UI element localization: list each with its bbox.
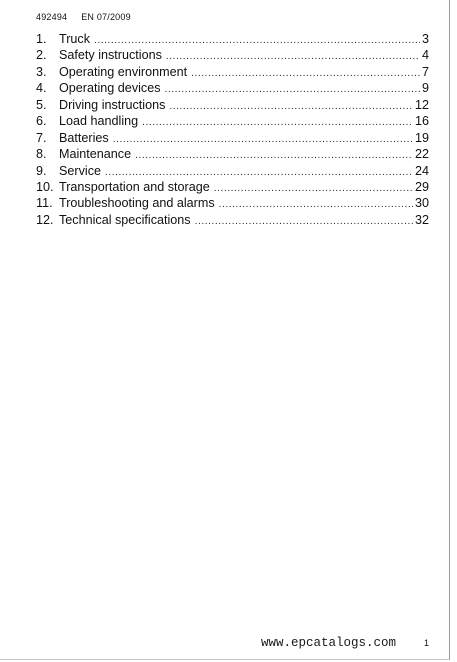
toc-title: Maintenance bbox=[59, 147, 132, 162]
footer-website: www.epcatalogs.com bbox=[261, 636, 397, 650]
toc-entry-maintenance[interactable] bbox=[36, 146, 429, 162]
toc-page-number: 12 bbox=[414, 97, 429, 112]
toc-number: 11. bbox=[36, 196, 53, 211]
toc-title: Operating devices bbox=[59, 81, 161, 96]
toc-page-number: 32 bbox=[414, 212, 429, 227]
toc-entry-driving-instructions[interactable] bbox=[36, 97, 429, 113]
document-header bbox=[36, 12, 131, 22]
toc-entry-troubleshooting-and-alarms[interactable] bbox=[36, 195, 429, 211]
toc-title: Operating environment bbox=[59, 64, 188, 79]
toc-number: 5. bbox=[36, 97, 47, 112]
toc-page-number: 30 bbox=[414, 196, 429, 211]
toc-dot-leader bbox=[113, 132, 413, 148]
toc-entry-operating-environment[interactable] bbox=[36, 64, 429, 80]
footer-page-number: 1 bbox=[424, 638, 430, 648]
table-of-contents bbox=[36, 31, 429, 228]
toc-title: Driving instructions bbox=[59, 97, 166, 112]
toc-entry-operating-devices[interactable] bbox=[36, 80, 429, 96]
toc-number: 9. bbox=[36, 163, 47, 178]
toc-page-number: 19 bbox=[414, 130, 429, 145]
toc-entry-truck[interactable] bbox=[36, 31, 429, 47]
toc-number: 7. bbox=[36, 130, 47, 145]
edition-label: EN 07/2009 bbox=[81, 12, 131, 22]
toc-number: 4. bbox=[36, 81, 47, 96]
toc-dot-leader bbox=[166, 49, 420, 65]
toc-entry-service[interactable] bbox=[36, 163, 429, 179]
toc-entry-batteries[interactable] bbox=[36, 130, 429, 146]
toc-dot-leader bbox=[214, 181, 413, 197]
toc-number: 10. bbox=[36, 179, 54, 194]
toc-number: 8. bbox=[36, 147, 47, 162]
toc-title: Safety instructions bbox=[59, 48, 162, 63]
toc-page-number: 4 bbox=[421, 48, 429, 63]
toc-title: Load handling bbox=[59, 114, 139, 129]
toc-title: Batteries bbox=[59, 130, 109, 145]
toc-entry-load-handling[interactable] bbox=[36, 113, 429, 129]
toc-entry-transportation-and-storage[interactable] bbox=[36, 179, 429, 195]
toc-dot-leader bbox=[142, 115, 413, 131]
toc-page-number: 3 bbox=[421, 32, 429, 46]
document-code: 492494 bbox=[36, 12, 68, 22]
toc-page-number: 7 bbox=[421, 64, 429, 79]
toc-number: 2. bbox=[36, 48, 47, 63]
toc-dot-leader bbox=[219, 197, 413, 213]
toc-title: Technical specifications bbox=[59, 212, 191, 227]
toc-dot-leader bbox=[191, 66, 420, 82]
toc-dot-leader bbox=[195, 214, 413, 230]
toc-dot-leader bbox=[135, 148, 413, 164]
toc-page-number: 22 bbox=[414, 147, 429, 162]
toc-entry-technical-specifications[interactable] bbox=[36, 212, 429, 228]
toc-dot-leader bbox=[165, 82, 420, 98]
toc-title: Truck bbox=[59, 32, 91, 46]
toc-page-number: 9 bbox=[421, 81, 429, 96]
toc-page-number: 16 bbox=[414, 114, 429, 129]
toc-entry-safety-instructions[interactable] bbox=[36, 47, 429, 63]
toc-page-number: 29 bbox=[414, 179, 429, 194]
toc-title: Transportation and storage bbox=[59, 179, 210, 194]
toc-number: 12. bbox=[36, 212, 54, 227]
toc-page-number: 24 bbox=[414, 163, 429, 178]
toc-number: 1. bbox=[36, 32, 47, 46]
toc-dot-leader bbox=[169, 99, 413, 115]
toc-title: Troubleshooting and alarms bbox=[59, 196, 215, 211]
toc-number: 3. bbox=[36, 64, 47, 79]
toc-title: Service bbox=[59, 163, 101, 178]
toc-number: 6. bbox=[36, 114, 47, 129]
